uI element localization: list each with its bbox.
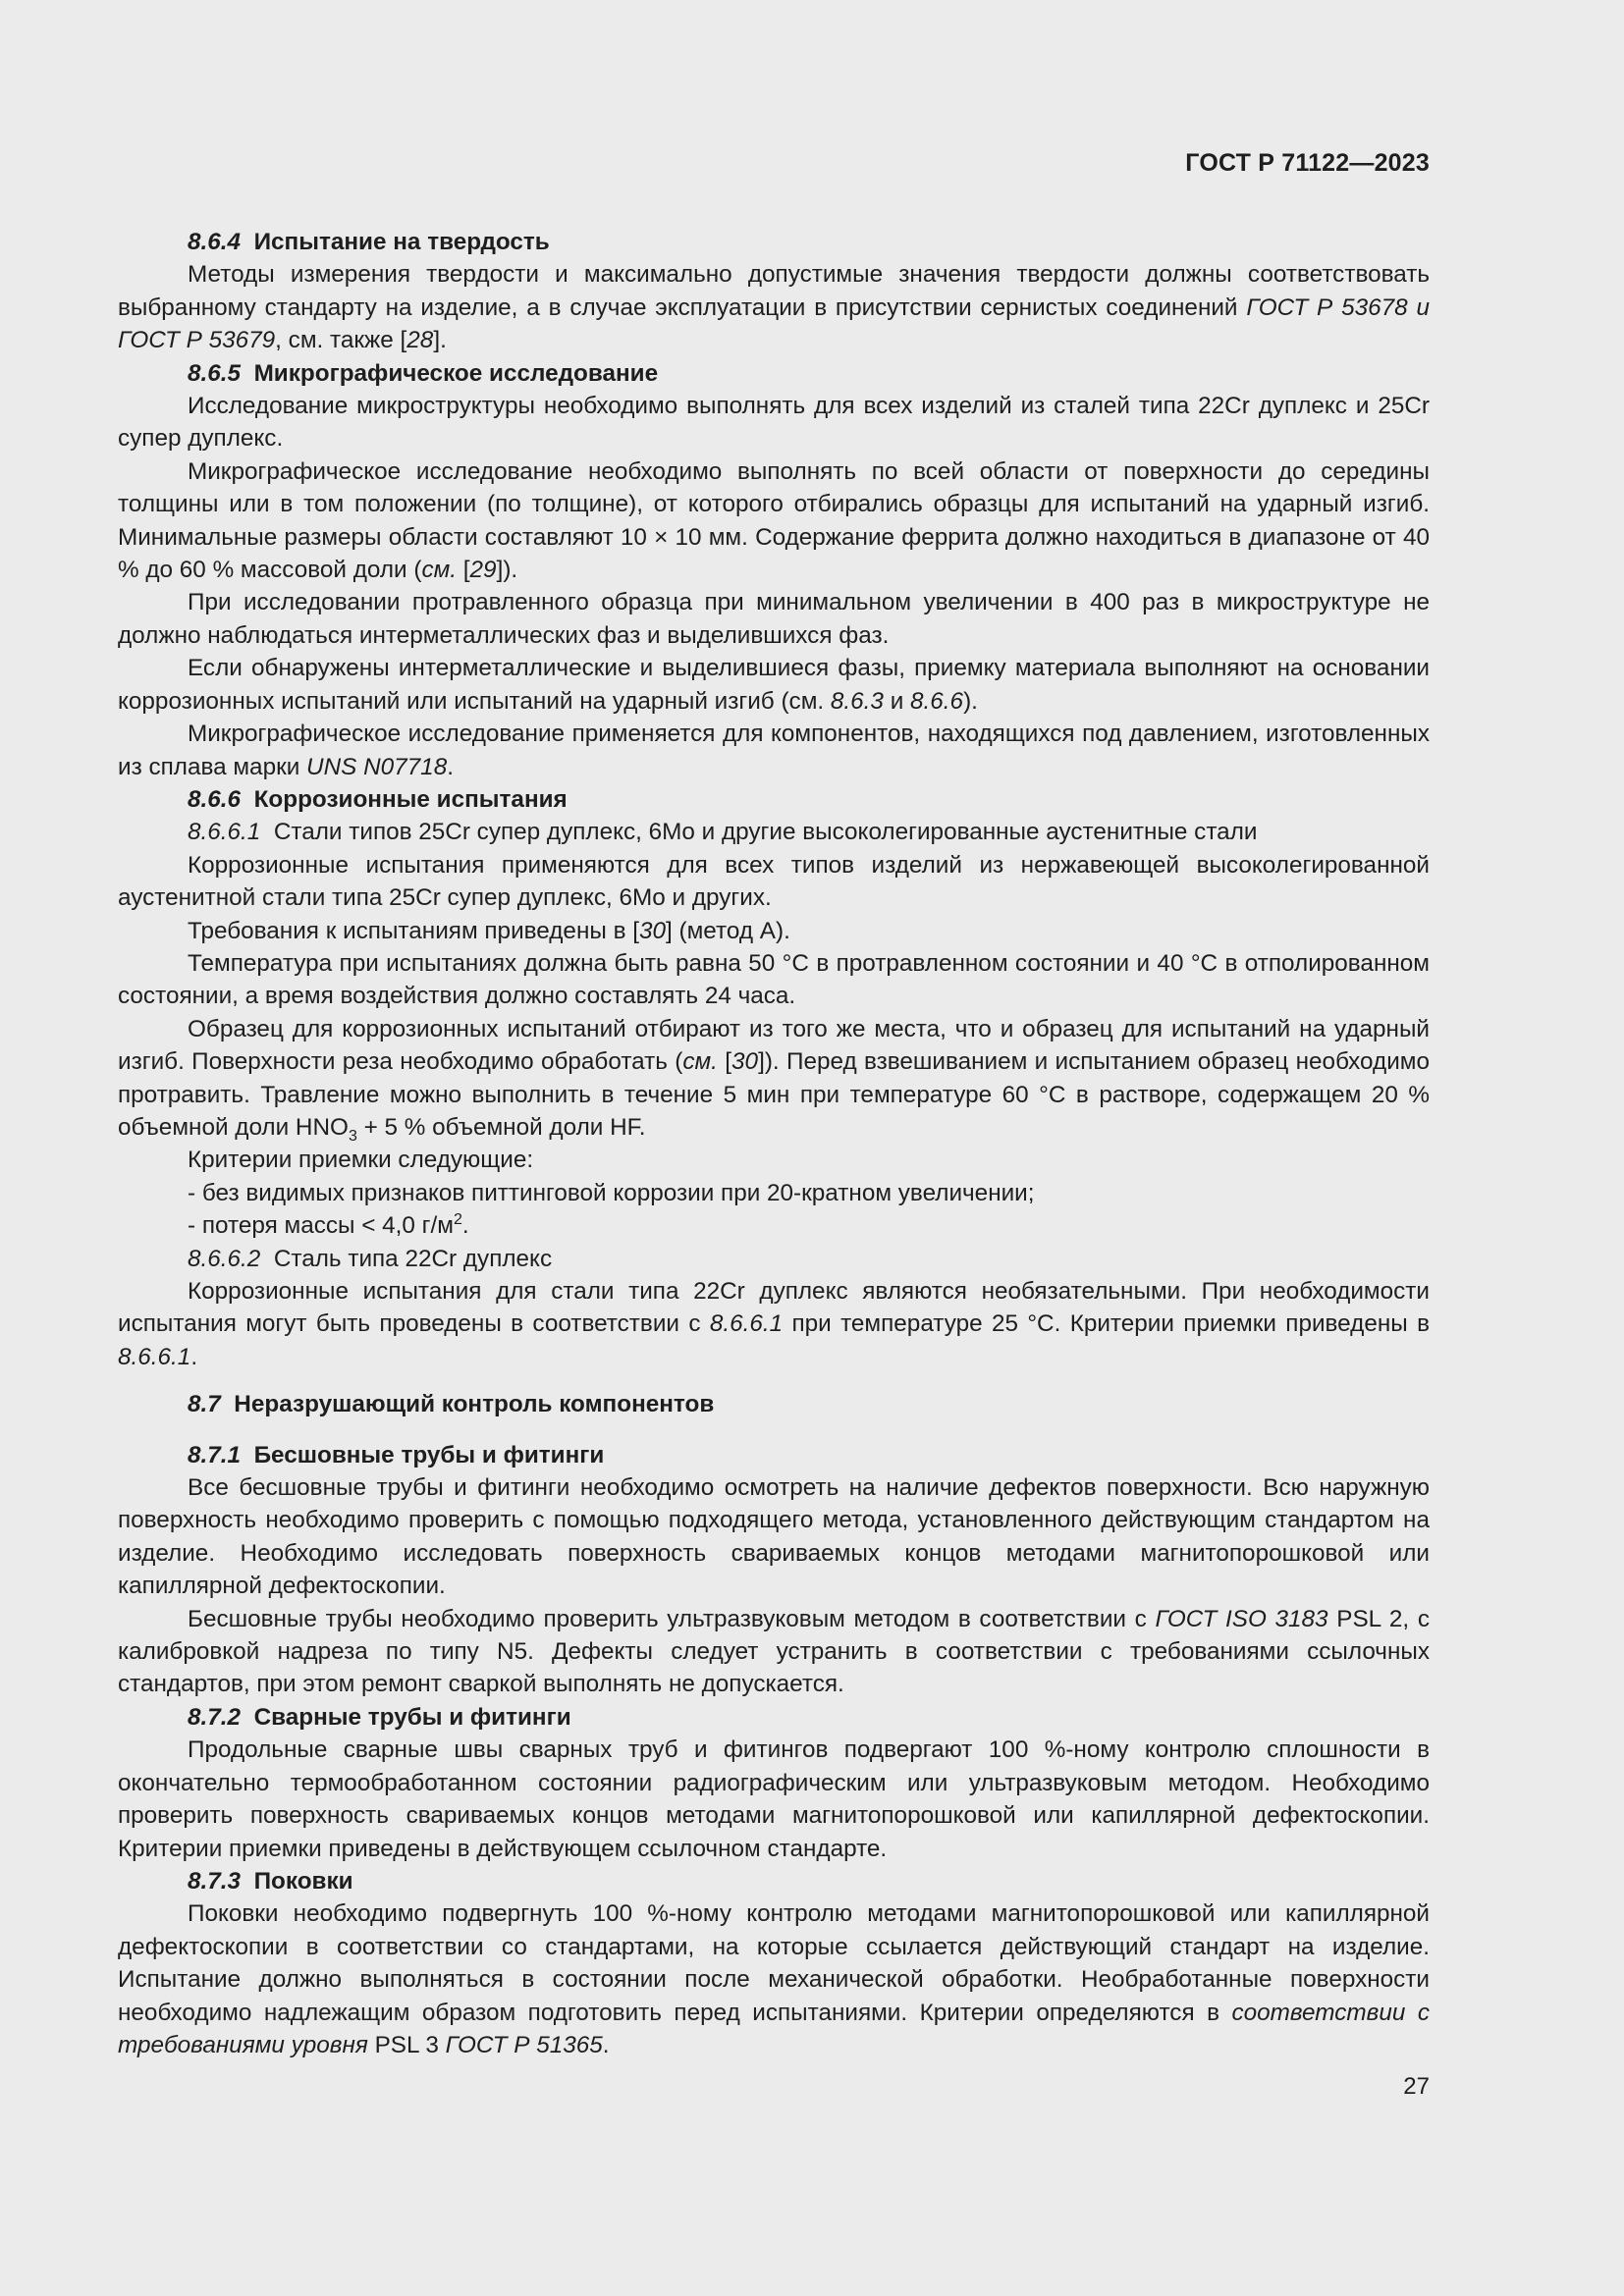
reference: 28: [406, 327, 434, 354]
paragraph: Все бесшовные трубы и фитинги необходимо осмотреть на наличие дефектов поверхности. Всю наружную поверхность необходимо проверить с помощью подходящего метода, установленного действующим стандартом на изделие. Необходимо исследовать поверхность свариваемых концов методами магнитопорошковой или капиллярной дефектоскопии.: [118, 1474, 1430, 1600]
document-standard-header: ГОСТ Р 71122—2023: [1185, 149, 1430, 177]
section-number: 8.6.6: [188, 785, 242, 813]
text: ].: [433, 327, 447, 354]
section-heading-8-7: [118, 1388, 1430, 1420]
paragraph: Критерии приемки следующие:: [188, 1147, 534, 1174]
text: - потеря массы < 4,0 г/м: [188, 1212, 455, 1240]
reference: 8.6.3: [830, 687, 884, 715]
paragraph: [118, 455, 1430, 587]
section-number: 8.6.4: [188, 229, 242, 255]
text: [: [717, 1048, 732, 1076]
text: Требования к испытаниям приведены в [: [188, 917, 639, 944]
section-title: Бесшовные трубы и фитинги: [253, 1441, 605, 1468]
text: ] (метод А).: [666, 917, 790, 944]
paragraph: Исследование микроструктуры необходимо выполнять для всех изделий из сталей типа 22Cr дуплекс и 25Cr супер дуплекс.: [118, 393, 1430, 453]
section-title: Сварные трубы и фитинги: [253, 1703, 571, 1731]
section-heading-8-6-4: [118, 226, 1430, 258]
paragraph: При исследовании протравленного образца при минимальном увеличении в 400 раз в микроструктуре не должно наблюдаться интерметаллических фаз и выделившихся фаз.: [118, 589, 1430, 649]
text: при температуре 25 °С. Критерии приемки приведены в: [783, 1310, 1430, 1338]
section-title: Микрографическое исследование: [253, 359, 659, 387]
paragraph: [118, 915, 1430, 947]
section-number: 8.7: [188, 1391, 221, 1418]
section-heading-8-6-6: [118, 783, 1430, 816]
subsection-heading-8-6-6-2: [118, 1243, 1430, 1275]
paragraph: Температура при испытаниях должна быть равна 50 °С в протравленном состоянии и 40 °С в отполированном состоянии, а время воздействия должно составлять 24 часа.: [118, 949, 1430, 1010]
reference: 8.6.6: [910, 687, 964, 715]
section-number: 8.7.3: [188, 1867, 242, 1895]
section-heading-8-7-2: [118, 1701, 1430, 1734]
text: Методы измерения твердости и максимально допустимые значения твердости должны соответствовать выбранному стандарту на изделие, а в случае эксплуатации в присутствии сернистых соединений: [118, 261, 1430, 321]
text: .: [190, 1343, 198, 1370]
section-title: Испытание на твердость: [253, 229, 550, 255]
reference: 30: [638, 917, 667, 944]
subscript: 3: [348, 1127, 357, 1145]
list-item: [118, 1209, 1430, 1242]
paragraph: [118, 1013, 1430, 1145]
text: + 5 % объемной доли HF.: [356, 1113, 646, 1141]
section-number: 8.7.2: [188, 1703, 242, 1731]
reference: 29: [469, 557, 497, 584]
subsection-title: Сталь типа 22Cr дуплекс: [273, 1245, 553, 1272]
section-number: 8.6.5: [188, 359, 242, 387]
text: [: [457, 557, 470, 584]
reference: ГОСТ ISO 3183: [1155, 1605, 1328, 1632]
paragraph: [118, 1275, 1430, 1373]
text: и: [883, 687, 911, 715]
text: Коррозионные испытания для стали типа 22Cr дуплекс являются необязательными. При необходимости испытания могут быть проведены в соответствии с: [118, 1278, 1430, 1338]
section-number: 8.7.1: [188, 1441, 242, 1468]
text: ]).: [496, 557, 518, 584]
section-heading-8-7-1: [118, 1439, 1430, 1471]
page-number: 27: [1403, 2073, 1430, 2100]
section-title: Поковки: [253, 1867, 353, 1895]
reference: см.: [682, 1048, 718, 1076]
reference: UNS N07718: [306, 753, 448, 780]
text: Микрографическое исследование необходимо выполнять по всей области от поверхности до середины толщины или в том положении (по толщине), от которого отбирались образцы для испытаний на ударный изгиб. Минимальные размеры области составляют 10 × 10 мм. Содержание феррита должно находиться в диапазоне от 40 % до 60 % массовой доли (: [118, 457, 1430, 584]
text: .: [461, 1212, 469, 1240]
reference: 8.6.6.1: [118, 1343, 191, 1370]
paragraph: [118, 718, 1430, 783]
reference: 8.6.6.1: [709, 1310, 784, 1338]
text: Образец для коррозионных испытаний отбирают из того же места, что и образец для испытаний на ударный изгиб. Поверхности реза необходимо обработать (: [118, 1015, 1430, 1076]
section-heading-8-7-3: [118, 1865, 1430, 1897]
paragraph: [118, 1603, 1430, 1701]
paragraph: [118, 1897, 1430, 2061]
reference: соответствии с требованиями уровня: [118, 1999, 1431, 2058]
text: .: [602, 2031, 610, 2058]
document-body: [118, 226, 1430, 2061]
superscript: 2: [454, 1211, 462, 1229]
text: Если обнаружены интерметаллические и выделившиеся фазы, приемку материала выполняют на основании коррозионных испытаний или испытаний на ударный изгиб (см.: [118, 655, 1430, 715]
text: Микрографическое исследование применяется для компонентов, находящихся под давлением, изготовленных из сплава марки: [118, 721, 1430, 780]
reference: см.: [421, 557, 458, 584]
text: Бесшовные трубы необходимо проверить ультразвуковым методом в соответствии с: [188, 1605, 1156, 1632]
reference: ГОСТ Р 53678 и ГОСТ Р 53679: [118, 294, 1430, 354]
reference: ГОСТ Р 51365: [445, 2031, 603, 2058]
text: PSL 3: [367, 2031, 446, 2058]
paragraph: [118, 258, 1430, 356]
subsection-heading-8-6-6-1: [118, 816, 1430, 848]
section-heading-8-6-5: [118, 357, 1430, 390]
text: .: [447, 753, 454, 780]
paragraph: [118, 652, 1430, 718]
list-item: - без видимых признаков питтинговой коррозии при 20-кратном увеличении;: [188, 1179, 1035, 1206]
paragraph: Продольные сварные швы сварных труб и фитингов подвергают 100 %-ному контролю сплошности в окончательно термообработанном состоянии радиографическим или ультразвуковым методом. Необходимо проверить поверхность свариваемых концов методами магнитопорошковой или капиллярной дефектоскопии. Критерии приемки приведены в действующем ссылочном стандарте.: [118, 1736, 1430, 1862]
reference: 30: [731, 1048, 759, 1076]
text: ]). Перед взвешиванием и испытанием образец необходимо протравить. Травление можно выполнить в течение 5 мин при температуре 60 °С в растворе, содержащем 20 % объемной доли HNO: [118, 1048, 1430, 1141]
text: Поковки необходимо подвергнуть 100 %-ному контролю методами магнитопорошковой или капиллярной дефектоскопии в соответствии со стандартами, на которые ссылается действующий стандарт на изделие. Испытание должно выполняться в состоянии после механической обработки. Необработанные поверхности необходимо надлежащим образом подготовить перед испытаниями. Критерии определяются в: [118, 1900, 1430, 2026]
subsection-number: 8.6.6.1: [188, 819, 261, 846]
section-title: Неразрушающий контроль компонентов: [234, 1391, 715, 1418]
text: PSL 2, с калибровкой надреза по типу N5. Дефекты следует устранить в соответствии с требованиями ссылочных стандартов, при этом ремонт сваркой выполнять не допускается.: [118, 1605, 1430, 1698]
subsection-number: 8.6.6.2: [188, 1245, 261, 1272]
paragraph: Коррозионные испытания применяются для всех типов изделий из нержавеющей высоколегированной аустенитной стали типа 25Cr супер дуплекс, 6Mo и других.: [118, 851, 1430, 912]
text: ).: [963, 687, 978, 715]
text: , см. также [: [275, 327, 407, 354]
section-title: Коррозионные испытания: [253, 785, 568, 813]
subsection-title: Стали типов 25Cr супер дуплекс, 6Mo и другие высоколегированные аустенитные стали: [273, 819, 1258, 846]
